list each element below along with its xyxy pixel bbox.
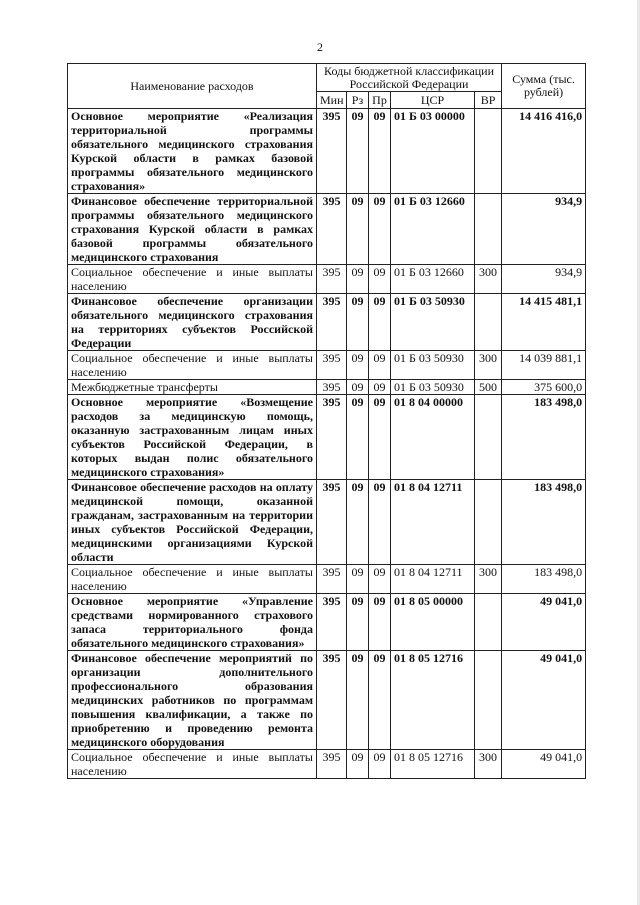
table-row (68, 265, 586, 294)
header-sum-column: Сумма (тыс. рублей) (502, 64, 586, 109)
table-row (68, 380, 586, 395)
cell-csr: 01 8 04 12711 (391, 480, 475, 565)
cell-csr: 01 Б 03 12660 (391, 194, 475, 265)
cell-csr: 01 Б 03 50930 (391, 294, 475, 351)
cell-rz: 09 (347, 380, 369, 395)
cell-min: 395 (317, 194, 347, 265)
cell-vr: 300 (475, 265, 502, 294)
cell-pr: 09 (369, 294, 391, 351)
cell-vr (475, 594, 502, 651)
table-row (68, 109, 586, 194)
cell-name: Основное мероприятие «Управление средствами нормированного страхового запаса территориального фонда обязательного медицинского страхования» (68, 594, 317, 651)
cell-csr: 01 Б 03 50930 (391, 351, 475, 380)
cell-csr: 01 Б 03 00000 (391, 109, 475, 194)
cell-vr: 300 (475, 750, 502, 779)
cell-sum: 14 416 416,0 (502, 109, 586, 194)
cell-pr: 09 (369, 594, 391, 651)
cell-name: Социальное обеспечение и иные выплаты населению (68, 565, 317, 594)
cell-sum: 14 039 881,1 (502, 351, 586, 380)
cell-name: Финансовое обеспечение расходов на оплату медицинской помощи, оказанной гражданам, застрахованным на территории иных субъектов Российской Федерации, медицинскими организациями Курской области (68, 480, 317, 565)
cell-vr (475, 651, 502, 750)
cell-pr: 09 (369, 395, 391, 480)
cell-vr (475, 480, 502, 565)
cell-sum: 183 498,0 (502, 565, 586, 594)
table-header (68, 64, 586, 109)
cell-rz: 09 (347, 565, 369, 594)
cell-min: 395 (317, 380, 347, 395)
cell-sum: 375 600,0 (502, 380, 586, 395)
cell-min: 395 (317, 750, 347, 779)
cell-min: 395 (317, 565, 347, 594)
cell-sum: 934,9 (502, 194, 586, 265)
cell-csr: 01 8 05 00000 (391, 594, 475, 651)
cell-csr: 01 8 04 12711 (391, 565, 475, 594)
cell-name: Социальное обеспечение и иные выплаты населению (68, 750, 317, 779)
table-row (68, 565, 586, 594)
cell-name: Финансовое обеспечение организации обязательного медицинского страхования на территориях субъектов Российской Федерации (68, 294, 317, 351)
header-csr: ЦСР (391, 92, 475, 109)
cell-pr: 09 (369, 109, 391, 194)
cell-sum: 49 041,0 (502, 651, 586, 750)
table-body (68, 109, 586, 779)
cell-name: Социальное обеспечение и иные выплаты населению (68, 265, 317, 294)
cell-pr: 09 (369, 351, 391, 380)
cell-csr: 01 8 05 12716 (391, 750, 475, 779)
cell-rz: 09 (347, 395, 369, 480)
table-row (68, 651, 586, 750)
budget-table (67, 63, 586, 779)
table-row (68, 294, 586, 351)
cell-vr: 300 (475, 351, 502, 380)
cell-sum: 183 498,0 (502, 395, 586, 480)
table-row (68, 395, 586, 480)
cell-name: Основное мероприятие «Возмещение расходов за медицинскую помощь, оказанную застрахованным лицам иных субъектов Российской Федерации, в которых выдан полис обязательного медицинского страхования» (68, 395, 317, 480)
page-number: 2 (317, 40, 323, 54)
cell-sum: 49 041,0 (502, 594, 586, 651)
cell-rz: 09 (347, 265, 369, 294)
cell-name: Финансовое обеспечение мероприятий по организации дополнительного профессионального образования медицинских работников по программам повышения квалификации, а также по приобретению и проведению ремонта медицинского оборудования (68, 651, 317, 750)
cell-name: Межбюджетные трансферты (68, 380, 317, 395)
cell-rz: 09 (347, 351, 369, 380)
cell-sum: 49 041,0 (502, 750, 586, 779)
cell-name: Социальное обеспечение и иные выплаты населению (68, 351, 317, 380)
cell-vr (475, 109, 502, 194)
cell-min: 395 (317, 651, 347, 750)
cell-rz: 09 (347, 750, 369, 779)
cell-pr: 09 (369, 651, 391, 750)
table-row (68, 194, 586, 265)
cell-pr: 09 (369, 194, 391, 265)
header-pr: Пр (369, 92, 391, 109)
table-row (68, 750, 586, 779)
cell-rz: 09 (347, 194, 369, 265)
header-codes-group: Коды бюджетной классификации Российской Федерации (317, 64, 502, 92)
cell-csr: 01 8 05 12716 (391, 651, 475, 750)
cell-sum: 183 498,0 (502, 480, 586, 565)
cell-csr: 01 8 04 00000 (391, 395, 475, 480)
cell-pr: 09 (369, 265, 391, 294)
cell-vr: 300 (475, 565, 502, 594)
cell-min: 395 (317, 265, 347, 294)
cell-min: 395 (317, 480, 347, 565)
cell-rz: 09 (347, 480, 369, 565)
cell-name: Основное мероприятие «Реализация территориальной программы обязательного медицинского страхования Курской области в рамках базовой программы обязательного медицинского страхования» (68, 109, 317, 194)
header-min: Мин (317, 92, 347, 109)
table-row (68, 480, 586, 565)
cell-rz: 09 (347, 651, 369, 750)
cell-csr: 01 Б 03 12660 (391, 265, 475, 294)
cell-sum: 14 415 481,1 (502, 294, 586, 351)
cell-rz: 09 (347, 294, 369, 351)
cell-pr: 09 (369, 565, 391, 594)
cell-min: 395 (317, 594, 347, 651)
cell-min: 395 (317, 395, 347, 480)
cell-sum: 934,9 (502, 265, 586, 294)
header-rz: Рз (347, 92, 369, 109)
cell-vr (475, 294, 502, 351)
cell-vr (475, 395, 502, 480)
header-name-column: Наименование расходов (68, 64, 317, 109)
cell-min: 395 (317, 351, 347, 380)
cell-pr: 09 (369, 750, 391, 779)
table-row (68, 594, 586, 651)
cell-name: Финансовое обеспечение территориальной программы обязательного медицинского страхования Курской области в рамках базовой программы обязательного медицинского страхования (68, 194, 317, 265)
cell-rz: 09 (347, 109, 369, 194)
cell-pr: 09 (369, 480, 391, 565)
header-vr: ВР (475, 92, 502, 109)
cell-min: 395 (317, 109, 347, 194)
cell-pr: 09 (369, 380, 391, 395)
cell-vr (475, 194, 502, 265)
cell-csr: 01 Б 03 50930 (391, 380, 475, 395)
table-row (68, 351, 586, 380)
cell-min: 395 (317, 294, 347, 351)
cell-vr: 500 (475, 380, 502, 395)
cell-rz: 09 (347, 594, 369, 651)
